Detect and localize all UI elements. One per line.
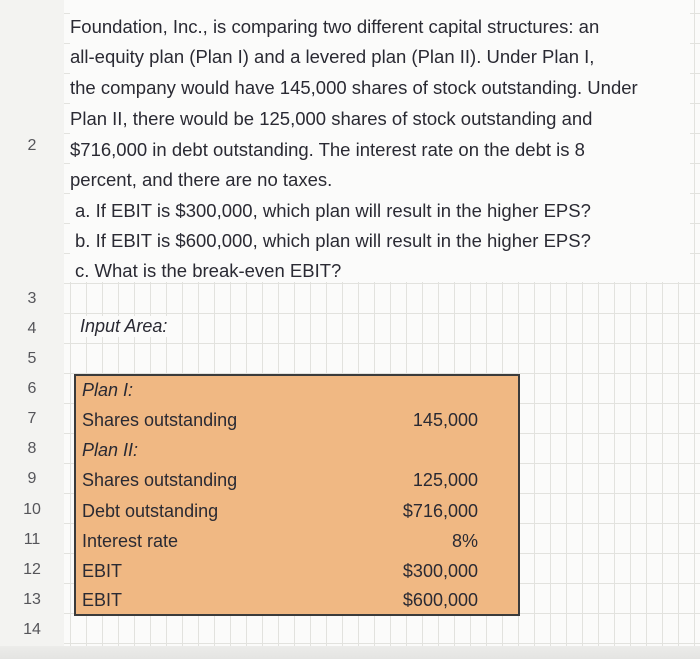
- row-header-12[interactable]: [0, 555, 64, 585]
- problem-line: the company would have 145,000 shares of stock outstanding. Under: [70, 77, 638, 98]
- row-number: 3: [27, 290, 37, 307]
- table-row[interactable]: [76, 586, 518, 616]
- row-header-13[interactable]: [0, 585, 64, 615]
- row-number: 8: [27, 440, 37, 457]
- row-number: 11: [23, 531, 41, 548]
- plan-1-shares-value: 145,000: [412, 410, 478, 430]
- row-number: 6: [27, 380, 37, 397]
- input-table: [74, 374, 520, 616]
- row-label: Interest rate: [82, 531, 179, 551]
- row-number: 7: [27, 410, 37, 427]
- table-row[interactable]: [76, 497, 518, 527]
- question-c: c. What is the break-even EBIT?: [75, 260, 342, 281]
- plan-2-heading: Plan II:: [82, 440, 139, 460]
- row-header-14[interactable]: [0, 615, 64, 645]
- row-header-9[interactable]: [0, 464, 64, 494]
- row-label: EBIT: [82, 561, 123, 581]
- problem-line: Foundation, Inc., is comparing two different capital structures: an: [70, 16, 600, 37]
- problem-line: percent, and there are no taxes.: [70, 169, 333, 190]
- problem-line: $716,000 in debt outstanding. The interest rate on the debt is 8: [70, 139, 585, 160]
- row-number: 4: [27, 320, 37, 337]
- row-label: Debt outstanding: [82, 501, 219, 521]
- table-row[interactable]: [76, 527, 518, 557]
- input-area-label[interactable]: Input Area:: [76, 316, 171, 337]
- question-b: b. If EBIT is $600,000, which plan will result in the higher EPS?: [75, 230, 591, 251]
- row-header-8[interactable]: [0, 434, 64, 464]
- table-row[interactable]: [76, 436, 518, 466]
- row-number: 5: [27, 350, 37, 367]
- question-a: a. If EBIT is $300,000, which plan will result in the higher EPS?: [75, 200, 591, 221]
- table-row[interactable]: [76, 557, 518, 587]
- row-header-6[interactable]: [0, 374, 64, 404]
- debt-value: $716,000: [402, 501, 478, 521]
- table-row[interactable]: [76, 466, 518, 496]
- problem-statement-cell[interactable]: [70, 0, 690, 282]
- row-label: Shares outstanding: [82, 470, 238, 490]
- row-header-5[interactable]: [0, 344, 64, 374]
- row-header-7[interactable]: [0, 404, 64, 434]
- ebit-value-b: $600,000: [402, 590, 478, 610]
- row-header-2[interactable]: [0, 131, 64, 161]
- interest-rate-value: 8%: [451, 531, 478, 551]
- table-row[interactable]: [76, 406, 518, 436]
- plan-1-heading: Plan I:: [82, 380, 134, 400]
- row-number: 9: [27, 470, 37, 487]
- bottom-edge: [0, 646, 700, 659]
- problem-line: Plan II, there would be 125,000 shares of stock outstanding and: [70, 108, 593, 129]
- row-header-4[interactable]: [0, 314, 64, 344]
- problem-line: all-equity plan (Plan I) and a levered plan (Plan II). Under Plan I,: [70, 46, 595, 67]
- row-header-11[interactable]: [0, 525, 64, 555]
- row-header-10[interactable]: [0, 495, 64, 525]
- row-label: Shares outstanding: [82, 410, 238, 430]
- row-number: 10: [23, 501, 41, 518]
- row-number: 14: [23, 621, 41, 638]
- row-header-3[interactable]: [0, 284, 64, 314]
- table-row[interactable]: [76, 376, 518, 406]
- row-number: 13: [23, 591, 41, 608]
- row-number: 12: [23, 561, 41, 578]
- row-label: EBIT: [82, 590, 123, 610]
- row-number: 2: [27, 137, 37, 154]
- ebit-value-a: $300,000: [402, 561, 478, 581]
- plan-2-shares-value: 125,000: [412, 470, 478, 490]
